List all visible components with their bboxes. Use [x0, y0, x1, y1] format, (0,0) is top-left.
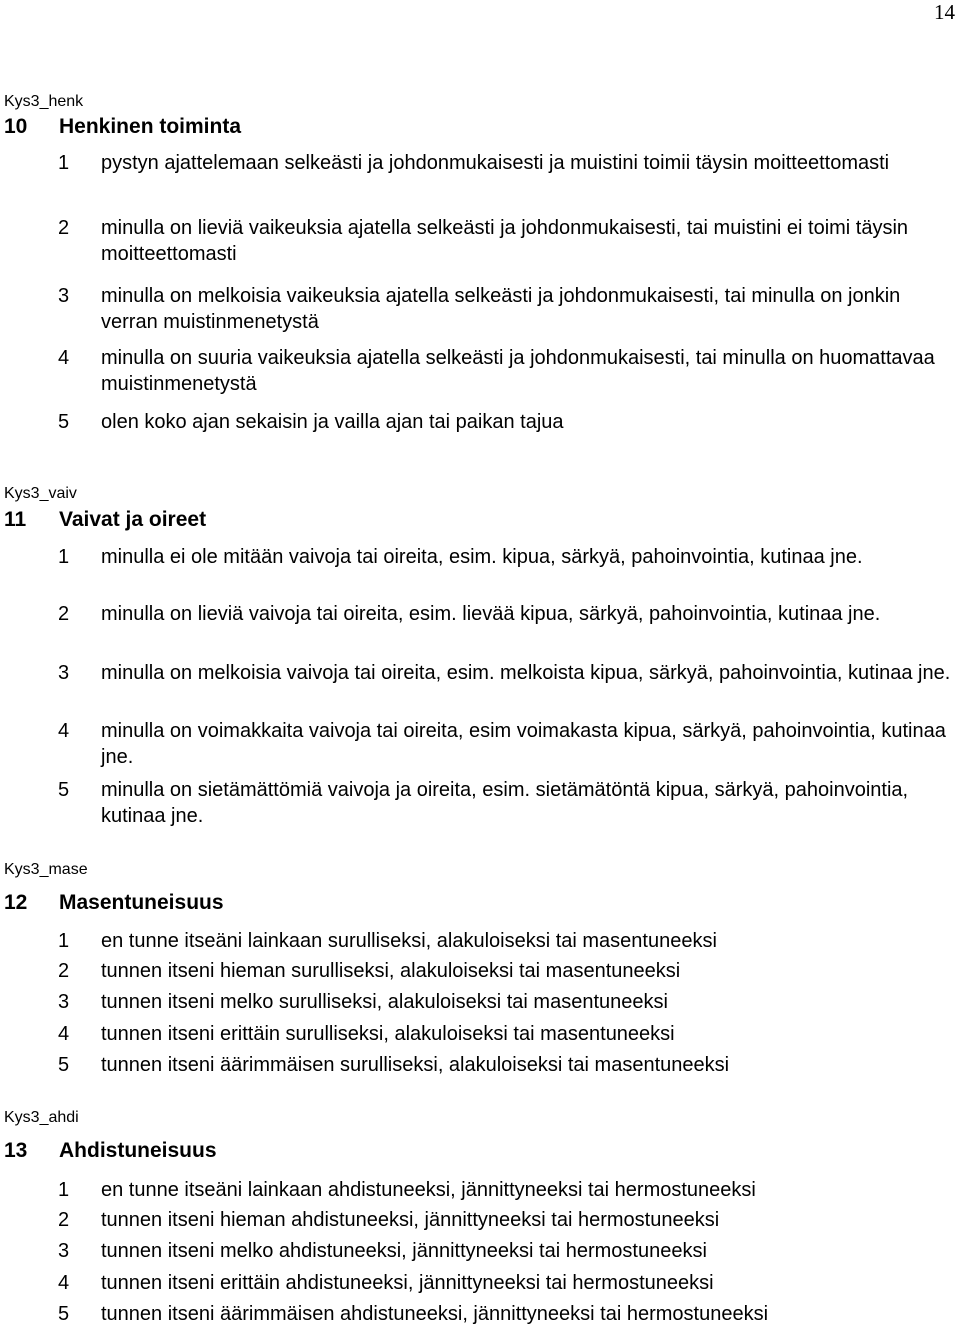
option-text: minulla on voimakkaita vaivoja tai oireita, esim voimakasta kipua, särkyä, pahoinvointia, kutinaa jne.: [101, 720, 946, 768]
section-number: 11: [4, 508, 27, 531]
section-title: Vaivat ja oireet: [59, 508, 207, 531]
option-number: 5: [58, 1054, 70, 1076]
option-number: 1: [58, 930, 70, 952]
option-number: 2: [58, 217, 70, 239]
section-title: Ahdistuneisuus: [59, 1139, 217, 1162]
option-text: tunnen itseni hieman surulliseksi, alakuloiseksi tai masentuneeksi: [101, 960, 681, 982]
section-title: Henkinen toiminta: [59, 115, 242, 138]
section-title: Masentuneisuus: [59, 891, 224, 914]
option-text: tunnen itseni äärimmäisen ahdistuneeksi, jännittyneeksi tai hermostuneeksi: [101, 1303, 769, 1325]
option-number: 4: [58, 347, 70, 369]
variable-label: Kys3_henk: [4, 93, 84, 110]
option-text: minulla on lieviä vaikeuksia ajatella selkeästi ja johdonmukaisesti, tai muistini ei toimi täysin moitteettomasti: [101, 217, 909, 265]
variable-label: Kys3_vaiv: [4, 485, 77, 502]
option-text: en tunne itseäni lainkaan surulliseksi, alakuloiseksi tai masentuneeksi: [101, 930, 717, 952]
option-number: 4: [58, 1023, 70, 1045]
option-number: 3: [58, 662, 70, 684]
option-text: minulla on sietämättömiä vaivoja ja oireita, esim. sietämätöntä kipua, särkyä, pahoinvointia, kutinaa jne.: [101, 779, 909, 827]
section-number: 13: [4, 1139, 28, 1162]
section-number: 10: [4, 115, 28, 138]
variable-label: Kys3_mase: [4, 861, 88, 878]
option-text: tunnen itseni erittäin ahdistuneeksi, jännittyneeksi tai hermostuneeksi: [101, 1272, 714, 1294]
option-text: minulla on lieviä vaivoja tai oireita, esim. lievää kipua, särkyä, pahoinvointia, kutinaa jne.: [101, 603, 881, 625]
option-text: minulla on melkoisia vaivoja tai oireita, esim. melkoista kipua, särkyä, pahoinvointia, kutinaa jne.: [101, 662, 951, 684]
option-number: 2: [58, 1209, 70, 1231]
page-number: 14: [934, 0, 955, 24]
option-number: 5: [58, 1303, 70, 1325]
option-text: olen koko ajan sekaisin ja vailla ajan tai paikan tajua: [101, 411, 564, 433]
option-text: tunnen itseni melko surulliseksi, alakuloiseksi tai masentuneeksi: [101, 991, 668, 1013]
section-number: 12: [4, 891, 28, 914]
option-number: 1: [58, 1179, 70, 1201]
option-number: 3: [58, 991, 70, 1013]
variable-label: Kys3_ahdi: [4, 1109, 79, 1126]
option-number: 5: [58, 779, 70, 801]
option-text: tunnen itseni hieman ahdistuneeksi, jännittyneeksi tai hermostuneeksi: [101, 1209, 720, 1231]
option-number: 2: [58, 960, 70, 982]
option-number: 1: [58, 546, 70, 568]
option-text: minulla on suuria vaikeuksia ajatella selkeästi ja johdonmukaisesti, tai minulla on huomattavaa muistinmenetystä: [101, 347, 935, 395]
option-number: 2: [58, 603, 70, 625]
option-number: 5: [58, 411, 70, 433]
option-number: 1: [58, 152, 70, 174]
option-number: 4: [58, 1272, 70, 1294]
option-text: en tunne itseäni lainkaan ahdistuneeksi, jännittyneeksi tai hermostuneeksi: [101, 1179, 756, 1201]
option-text: tunnen itseni erittäin surulliseksi, alakuloiseksi tai masentuneeksi: [101, 1023, 675, 1045]
option-text: minulla ei ole mitään vaivoja tai oireita, esim. kipua, särkyä, pahoinvointia, kutinaa jne.: [101, 546, 863, 568]
option-number: 3: [58, 285, 70, 307]
option-number: 3: [58, 1240, 70, 1262]
option-text: minulla on melkoisia vaikeuksia ajatella selkeästi ja johdonmukaisesti, tai minulla on jonkin verran muistinmenetystä: [101, 285, 901, 333]
option-text: tunnen itseni äärimmäisen surulliseksi, alakuloiseksi tai masentuneeksi: [101, 1054, 730, 1076]
option-number: 4: [58, 720, 70, 742]
option-text: pystyn ajattelemaan selkeästi ja johdonmukaisesti ja muistini toimii täysin moitteettomasti: [101, 152, 890, 174]
option-text: tunnen itseni melko ahdistuneeksi, jännittyneeksi tai hermostuneeksi: [101, 1240, 707, 1262]
